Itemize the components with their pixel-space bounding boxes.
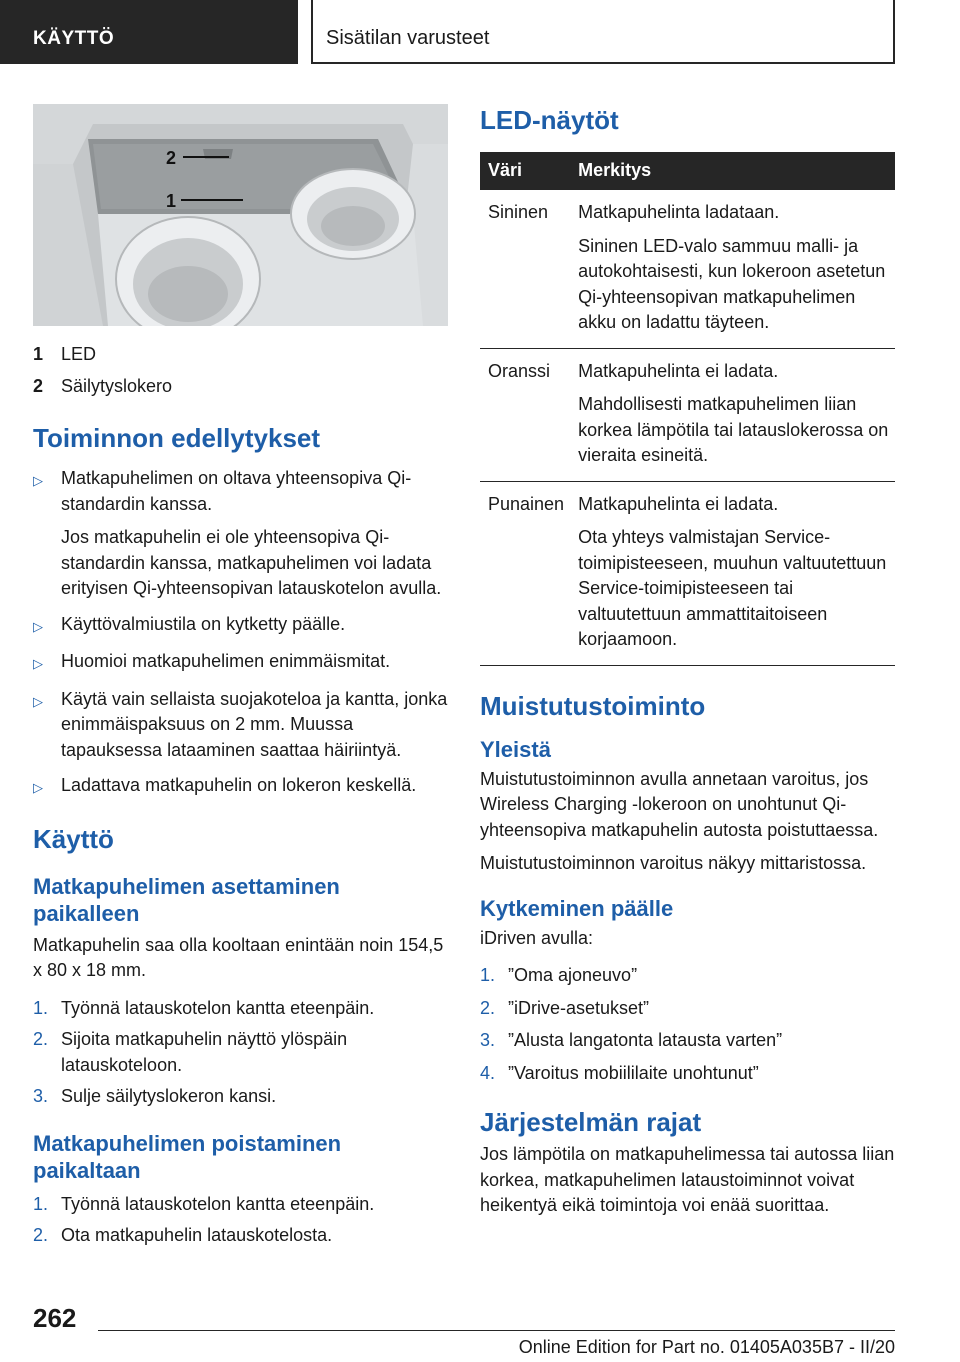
list-item — [480, 963, 895, 989]
list-item — [33, 996, 448, 1022]
table-row — [480, 348, 895, 481]
step-text: Sijoita matkapuhelin näyttö ylöspäin latauskoteloon. — [61, 1029, 348, 1075]
enable-steps — [480, 963, 895, 1086]
reminder-heading: Muistutustoiminto — [480, 690, 706, 721]
col-header-meaning: Merkitys — [578, 152, 895, 190]
bullet-text: Käytä vain sellaista suojakoteloa ja kantta, jonka enimmäispaksuus on 2 mm. Muussa tapauksessa lataaminen saattaa häiriintyä. — [61, 688, 448, 760]
general-text: Muistutustoiminnon avulla annetaan varoitus, jos Wireless Charging -lokeroon on unohtunut Qi-yhteensopiva matkapuhelin autosta poistuttaessa. — [480, 768, 879, 840]
meaning-text: Ota yhteys valmistajan Service-toimipisteeseen, muuhun valtuutettuun Service-toimipisteeseen tai valtuutettuun ammattitaitoiseen korjaamoon. — [578, 527, 887, 649]
insert-heading: Matkapuhelimen asettaminen paikalleen — [33, 873, 340, 926]
legend-item — [33, 338, 448, 370]
remove-heading: Matkapuhelimen poistaminen paikaltaan — [33, 1130, 342, 1183]
led-color-cell: Sininen — [480, 190, 578, 348]
legend-item — [33, 370, 448, 402]
bullet-text: Käyttövalmiustila on kytketty päälle. — [61, 613, 346, 634]
right-column — [480, 104, 895, 1219]
step-number: 4. — [480, 1062, 496, 1083]
enable-intro: iDriven avulla: — [480, 927, 594, 948]
list-item — [480, 1061, 895, 1087]
legend-label: LED — [61, 344, 97, 364]
legend-number: 1 — [33, 344, 44, 364]
charging-tray-photo — [33, 104, 448, 326]
usage-heading: Käyttö — [33, 823, 114, 854]
table-row — [480, 481, 895, 665]
callout-2: 2 — [166, 148, 177, 168]
footer-divider — [98, 1330, 895, 1331]
bullet-text: Huomioi matkapuhelimen enimmäismitat. — [61, 651, 391, 671]
meaning-text: Matkapuhelinta ei ladata. — [578, 360, 779, 381]
edition-note: Online Edition for Part no. 01405A035B7 - II/20 — [518, 1337, 895, 1357]
enable-heading: Kytkeminen päälle — [480, 895, 674, 921]
triangle-bullet-icon: ▷ — [33, 473, 43, 488]
meaning-text: Matkapuhelinta ei ladata. — [578, 493, 779, 514]
list-item — [33, 649, 448, 677]
step-text: ”Varoitus mobiililaite unohtunut” — [508, 1062, 759, 1083]
step-text: Sulje säilytyslokeron kansi. — [61, 1086, 277, 1106]
step-number: 3. — [480, 1030, 496, 1050]
photo-legend — [33, 338, 448, 402]
led-meaning-cell — [578, 348, 895, 481]
step-number: 1. — [480, 965, 496, 985]
meaning-text: Sininen LED-valo sammuu malli- ja autokohtaisesti, kun lokeroon asetetun Qi-yhteensopivan matkapuhelimen akku on ladattu täyteen. — [578, 235, 886, 332]
led-meaning-cell — [578, 481, 895, 665]
general-text-2: Muistutustoiminnon varoitus näkyy mittaristossa. — [480, 853, 867, 873]
limits-heading: Järjestelmän rajat — [480, 1107, 702, 1137]
meaning-text: Mahdollisesti matkapuhelimen liian korkea lämpötila tai latauslokerossa on vieraita esineitä. — [578, 394, 889, 465]
triangle-bullet-icon: ▷ — [33, 656, 43, 671]
requirements-heading: Toiminnon edellytykset — [33, 423, 321, 453]
bullet-text: Matkapuhelimen on oltava yhteensopiva Qi-standardin kanssa. — [61, 468, 412, 514]
list-item — [33, 1027, 448, 1078]
section-header — [311, 0, 895, 64]
bullet-text: Jos matkapuhelin ei ole yhteensopiva Qi-standardin kanssa, matkapuhelimen voi ladata erityisen Qi-yhteensopivan latauskotelon avulla. — [61, 527, 442, 598]
chapter-label: KÄYTTÖ — [33, 28, 115, 49]
step-number: 2. — [480, 997, 496, 1018]
legend-number: 2 — [33, 376, 44, 396]
insert-steps — [33, 996, 448, 1110]
led-color-cell: Punainen — [480, 481, 578, 665]
step-number: 1. — [33, 1193, 49, 1214]
col-header-color: Väri — [480, 152, 578, 190]
step-text: ”iDrive-asetukset” — [508, 997, 650, 1018]
list-item — [33, 773, 448, 801]
list-item — [33, 1084, 448, 1110]
step-number: 1. — [33, 997, 49, 1018]
led-meaning-cell — [578, 190, 895, 348]
led-table — [480, 152, 895, 666]
step-text: Ota matkapuhelin latauskotelosta. — [61, 1225, 333, 1245]
step-number: 2. — [33, 1225, 49, 1245]
step-text: ”Alusta langatonta latausta varten” — [508, 1030, 783, 1050]
table-row — [480, 190, 895, 348]
step-text: ”Oma ajoneuvo” — [508, 965, 638, 985]
list-item — [33, 1192, 448, 1218]
list-item — [480, 996, 895, 1022]
meaning-text: Matkapuhelinta ladataan. — [578, 202, 780, 222]
requirements-list — [33, 466, 448, 801]
legend-label: Säilytyslokero — [61, 376, 173, 396]
left-column — [33, 104, 448, 1249]
step-text: Työnnä latauskotelon kantta eteenpäin. — [61, 997, 375, 1018]
list-item — [480, 1028, 895, 1054]
insert-intro: Matkapuhelin saa olla kooltaan enintään noin 154,5 x 80 x 18 mm. — [33, 934, 444, 980]
led-color-cell: Oranssi — [480, 348, 578, 481]
list-item — [33, 687, 448, 764]
step-number: 2. — [33, 1029, 49, 1049]
triangle-bullet-icon: ▷ — [33, 618, 43, 634]
step-text: Työnnä latauskotelon kantta eteenpäin. — [61, 1193, 375, 1214]
list-item — [33, 612, 448, 640]
led-heading: LED-näytöt — [480, 105, 619, 135]
bullet-text: Ladattava matkapuhelin on lokeron keskellä. — [61, 775, 417, 795]
list-item — [33, 1223, 448, 1249]
list-item — [33, 466, 448, 602]
general-heading: Yleistä — [480, 736, 551, 762]
triangle-bullet-icon: ▷ — [33, 693, 43, 709]
page-number: 262 — [33, 1303, 77, 1333]
remove-steps — [33, 1192, 448, 1249]
triangle-bullet-icon: ▷ — [33, 780, 43, 795]
callout-1: 1 — [166, 191, 177, 211]
charging-tray-illustration — [33, 104, 448, 326]
limits-text: Jos lämpötila on matkapuhelimessa tai autossa liian korkea, matkapuhelimen lataustoiminnot voivat heikentyä eikä toimintoja voi enää suorittaa. — [480, 1144, 895, 1215]
chapter-tab — [0, 0, 298, 64]
step-number: 3. — [33, 1086, 49, 1106]
section-title: Sisätilan varusteet — [326, 27, 490, 49]
